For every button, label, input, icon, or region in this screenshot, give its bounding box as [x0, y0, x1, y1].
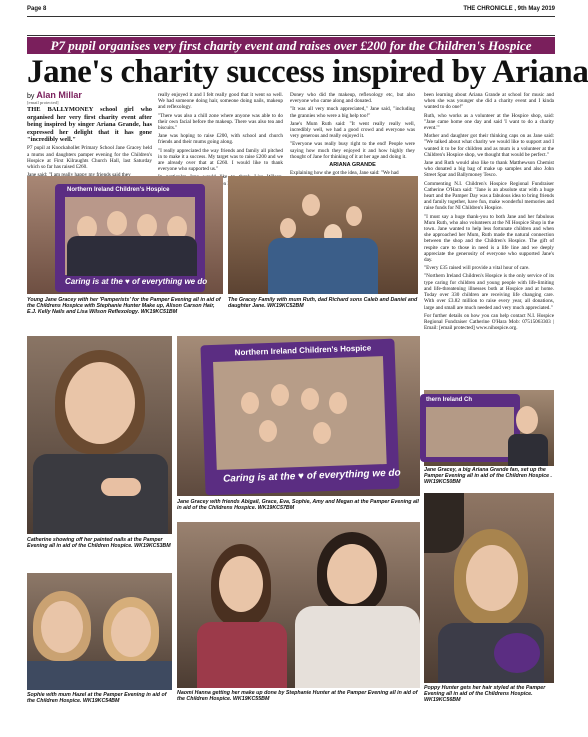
person: [329, 392, 347, 414]
frame-title: Northern Ireland Children's Hospice: [234, 343, 372, 358]
headline: Jane's charity success inspired by Ariana: [27, 54, 588, 90]
col4-paragraph-7: "Every £35 raised will provide a vital hour of care.: [424, 265, 530, 272]
photo-poppy-hair: [424, 493, 554, 683]
col1-paragraph-1: P7 pupil at Knockahollet Primary School Jane Gracey held a mums and daughters pamper evening for the Children's Hospice at First Kilraughts Church Hall, last Saturday which so far has raised £260.: [27, 145, 152, 171]
person: [466, 545, 518, 611]
byline-email[interactable]: [email protected]: [27, 100, 59, 106]
person: [301, 388, 319, 410]
col4-paragraph-6: "I must say a huge thank-you to both Jane and her fabulous Mum Ruth, who also volunteers at the NI Hospice Shop in the town. Jane wanted to help less fortunate children and when she approached her Mum, Ruth made the natural connection between the shop and the Children's Hospice. The gift of respite care to those in need is a life line and we deeply appreciate the generosity of everyone who supported Jane's day.: [424, 213, 554, 264]
caption-pamperists: Young Jane Gracey with her 'Pamperists' for the Pamper Evening all in aid of the Childrens Hospice with Stephanie Hunter Make up, Alison Carson Hair, E.J. Kelly Nails and Lisa Wilson Reflexology. WK19KC51BM: [27, 297, 221, 316]
person: [271, 384, 289, 406]
person: [327, 544, 377, 604]
caption-naomi-makeup: Naomi Hanna getting her make up done by Stephanie Hunter at the Pamper Evening all in aid of the Children Hospice. WK19KC55BM: [177, 690, 418, 703]
photo-naomi-makeup: [177, 522, 420, 688]
col4-paragraph-4: Jane and Ruth would also like to thank Matthewson Chemist who donated a big bag of make up samples and also John Street Spar and Ballymoney Tesco.: [424, 160, 554, 179]
col3-paragraph-1: Doney who did the makeup, reflexology etc, but also everyone who came along and donated.: [290, 92, 415, 105]
col2-paragraph-3: Jane was hoping to raise £200, with school and church friends and their mums going along.: [158, 133, 283, 146]
photo-gracey-family: [228, 176, 418, 294]
hospice-frame: [200, 339, 399, 496]
person: [219, 556, 263, 612]
photo-catherine: [27, 336, 172, 534]
frame-slogan: Caring is at the ♥ of everything we do: [222, 467, 401, 485]
photo-friends: [177, 336, 420, 496]
photo-sophie-hazel: [27, 573, 172, 690]
col4-paragraph-9: For further details on how you can help contact N.I. Hospice Regional Fundraiser Catherine O'Hara Mob: 07515063303 | Email: [email protected] www.nihospice.org.: [424, 312, 554, 332]
col2-paragraph-4: "I really appreciated the way friends and family all pitched in to make it a success. My target was to raise £200 and we are already over that at £260. I would like to thank everyone who supported us.": [158, 147, 283, 173]
caption-gracey-family: The Gracey Family with mum Ruth, dad Richard sons Caleb and Daniel and daughter Jane. WK19KC52BM: [228, 297, 418, 310]
column-1: [27, 92, 152, 174]
person: [313, 422, 331, 444]
col3-paragraph-3: Jane's Mum Ruth said: "It went really really well, incredibly well, we had a good crowd and everyone was very generous and really enjoyed it.: [290, 120, 415, 140]
caption-sophie-hazel: Sophie with mum Hazel at the Pamper Evening in aid of the Children Hospice. WK19KC54BM: [27, 692, 167, 705]
person: [41, 601, 83, 653]
person: [65, 362, 135, 444]
col4-paragraph-8: "Northern Ireland Children's Hospice is the only service of its type caring for children and young people with life-limiting and life-threatening illnesses both at Hospice and at home. Today over 330 children are receiving life changing care. With over £3.82 million to raise every year, all donations, large and small are much needed and very much appreciated.": [424, 273, 554, 311]
hospice-frame: [420, 394, 520, 462]
person: [346, 206, 362, 226]
photo-jane-ariana: [424, 390, 554, 466]
lead-paragraph: THE BALLYMONEY school girl who organised her very first charity event after being inspired by singer Ariana Grande, has expressed her delight that it has gone "incredibly well.": [27, 106, 152, 144]
header-rule: [27, 16, 555, 17]
caption-jane-ariana: Jane Gracey, a big Ariana Grande fan, set up the Pamper Evening all in aid of the Children Hospice . WK19KC50BM: [424, 467, 553, 486]
person: [107, 211, 127, 235]
stylist-arm: [424, 493, 464, 553]
person: [111, 607, 151, 657]
banner-rule: [27, 35, 555, 36]
col3-paragraph-4: "Everyone was really busy right to the end! People were saying how much they enjoyed it and how highly they thought of Jane for thinking of it at her age and doing it.: [290, 141, 415, 160]
frame-title: thern Ireland Ch: [426, 397, 473, 403]
person: [241, 392, 259, 414]
paper-date: THE CHRONICLE , 9th May 2019: [463, 6, 555, 12]
col2-paragraph-1: really enjoyed it and I felt really good that it went so well. We had someone doing hair, someone doing nails, makeup and reflexology.: [158, 92, 283, 111]
balloon: [494, 633, 540, 673]
person: [516, 406, 538, 434]
col4-paragraph-1: been learning about Ariana Grande at school for music and when she was younger she did a charity event and I kinda wanted to do one!": [424, 92, 554, 111]
col4-paragraph-2: Ruth, who works as a volunteer at the Hospice shop, said: "Jane came home one day and said 'I want to do a charity event.'": [424, 112, 554, 132]
caption-catherine: Catherine showing off her painted nails at the Pamper Evening all in aid of the Children Hospice. WK19KC53BM: [27, 537, 171, 550]
person: [259, 420, 277, 442]
hand: [101, 478, 141, 496]
col3-paragraph-2: "It was all very much appreciated," Jane said, "including the grannies who were a big help too!": [290, 106, 415, 119]
frame-slogan: Caring is at the ♥ of everything we do: [65, 277, 208, 286]
byline: [27, 92, 152, 100]
caption-poppy-hair: Poppy Hunter gets her hair styled at the Pamper Evening all in aid of the Childrens Hospice. WK19KC56BM: [424, 685, 546, 704]
caption-friends: Jane Gracey with friends Abigail, Grace, Eva, Sophie, Amy and Megan at the Pamper Evening all in aid of the Childrens Hospice. WK19KC57BM: [177, 499, 419, 512]
col2-paragraph-5: like: [219, 174, 228, 181]
page-number: Page 8: [27, 6, 47, 12]
subhead-ariana: ARIANA GRANDE: [329, 162, 376, 169]
col4-paragraph-3: Mother and daughter got their thinking caps on as Jane said: "We talked about what charity we would like to support and I wanted it to be for children and as mum is a volunteer at the Children's Hospice shop, we thought that would be perfect.": [424, 133, 554, 158]
column-2: [158, 92, 283, 181]
photo-pamperists: [27, 176, 223, 294]
column-3: [290, 92, 415, 177]
column-4: [424, 92, 554, 384]
byline-name: Alan Millar: [36, 90, 82, 100]
byline-prefix: by: [27, 93, 35, 100]
person: [280, 218, 296, 238]
col3-paragraph-5: Explaining how she got the idea, Jane said: "We had: [290, 170, 399, 177]
person: [137, 214, 157, 238]
col4-paragraph-5: Commenting N.I. Children's Hospice Regional Fundraiser Catherine O'Hara said: "Jane is an absolute star with a huge heart and the Pamper Day was a fabulous idea to bring friends and family together, have fun, make wonderful memories and raise funds for NI Children's Hospice.: [424, 180, 554, 212]
banner-strapline: P7 pupil organises very first charity event and raises over £200 for the Children's Hospice: [27, 37, 555, 54]
person: [302, 194, 320, 216]
frame-title: Northern Ireland Children's Hospice: [67, 187, 170, 193]
col2-paragraph-2: "There was also a chill zone where anyone was able to do their own facial before the makeup. There was also tea and biscuits.": [158, 112, 283, 132]
